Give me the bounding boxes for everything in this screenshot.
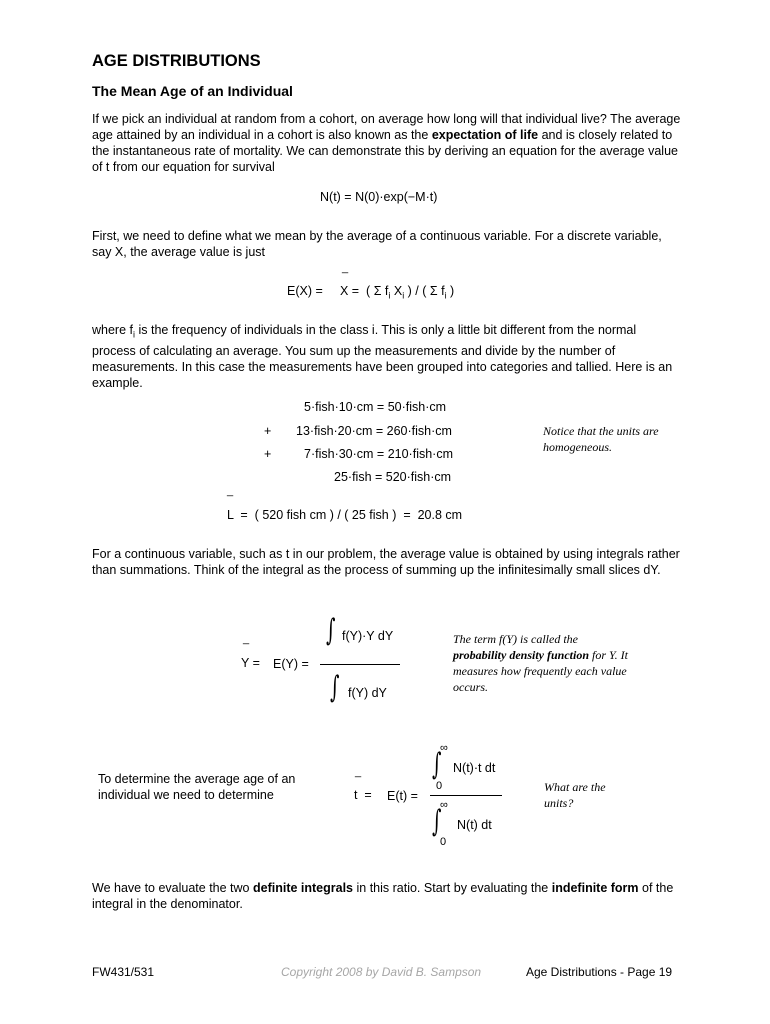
survival-equation: N(t) = N(0)·exp(−M·t) xyxy=(320,190,438,204)
ey-left: Y = xyxy=(241,656,260,670)
et-mid: E(t) = xyxy=(387,789,418,803)
example-total: 25·fish = 520·fish·cm xyxy=(334,470,452,484)
footer-copyright: Copyright 2008 by David B. Sampson xyxy=(281,965,482,979)
et-left: t = xyxy=(354,788,372,802)
ey-numerator: f(Y)·Y dY xyxy=(342,629,394,643)
pdf-note: The term f(Y) is called the probability density function for Y. It measures how frequently each value occurs. xyxy=(453,632,628,694)
footer-page: Age Distributions - Page 19 xyxy=(526,965,673,979)
example-row-2: 13·fish·20·cm = 260·fish·cm xyxy=(296,424,452,438)
page-title: AGE DISTRIBUTIONS xyxy=(92,52,261,70)
ey-fraction-line xyxy=(320,664,400,665)
plus-sign-1: + xyxy=(264,424,272,438)
integral-sign-denominator: ∫ xyxy=(330,670,340,705)
example-row-1: 5·fish·10·cm = 50·fish·cm xyxy=(304,400,447,414)
ex-formula: X = ( Σ $f_i$ $X_i$ ) / ( Σ $f_i$ ) xyxy=(340,284,455,301)
upper-limit-infinity-2: ∞ xyxy=(440,799,448,811)
lbar-overline: _ xyxy=(227,485,234,497)
ey-mid: E(Y) = xyxy=(273,657,309,671)
et-numerator: N(t)·t dt xyxy=(453,761,496,775)
integral-sign-numerator: ∫ xyxy=(326,613,336,648)
et-fraction-line xyxy=(430,795,502,796)
discrete-paragraph: First, we need to define what we mean by the average of a continuous variable. For a discrete variable, say X, the average value is just xyxy=(92,229,662,259)
et-denominator: N(t) dt xyxy=(457,818,492,832)
tbar-overline: _ xyxy=(355,766,362,778)
units-note: Notice that the units are homogeneous. xyxy=(543,424,659,454)
ex-left: E(X) = xyxy=(287,284,323,298)
final-paragraph: We have to evaluate the two definite integrals in this ratio. Start by evaluating the indefinite form of the integral in the denominator. xyxy=(92,881,674,911)
continuous-paragraph: For a continuous variable, such as t in our problem, the average value is obtained by using integrals rather than summations. Think of the integral as the process of summing up the infinitesimally small slices dY. xyxy=(92,547,680,577)
ey-denominator: f(Y) dY xyxy=(348,686,387,700)
units-question-note: What are the units? xyxy=(544,780,606,810)
intro-paragraph: If we pick an individual at random from a cohort, on average how long will that individual live? The average age attained by an individual in a cohort is also known as the expectation of life and is closely related to the instantaneous rate of mortality. We can demonstrate this by deriving an equation for the average value of t from our equation for survival xyxy=(92,112,681,174)
ybar-overline: _ xyxy=(243,633,250,645)
et-intro-text: To determine the average age of an individual we need to determine xyxy=(98,772,296,802)
integral-sign-et-numerator: ∫ xyxy=(432,747,442,782)
lower-limit-zero-2: 0 xyxy=(440,836,447,848)
footer-course: FW431/531 xyxy=(92,965,155,979)
lower-limit-zero: 0 xyxy=(436,780,443,792)
section-title: The Mean Age of an Individual xyxy=(92,83,293,99)
where-paragraph: where $f_i$ is the frequency of individuals in the class i. This is only a little bit different from the normal process of calculating an average. You sum up the measurements and divide by the number of measurements. In this case the measurements have been grouped into categories and tallied. Here is an example. xyxy=(92,323,673,390)
upper-limit-infinity: ∞ xyxy=(440,742,448,754)
example-row-3: 7·fish·30·cm = 210·fish·cm xyxy=(304,447,453,461)
xbar-overline: _ xyxy=(342,262,349,274)
example-result: L = ( 520 fish cm ) / ( 25 fish ) = 20.8 cm xyxy=(227,508,463,522)
integral-sign-et-denominator: ∫ xyxy=(432,804,442,839)
plus-sign-2: + xyxy=(264,447,272,461)
